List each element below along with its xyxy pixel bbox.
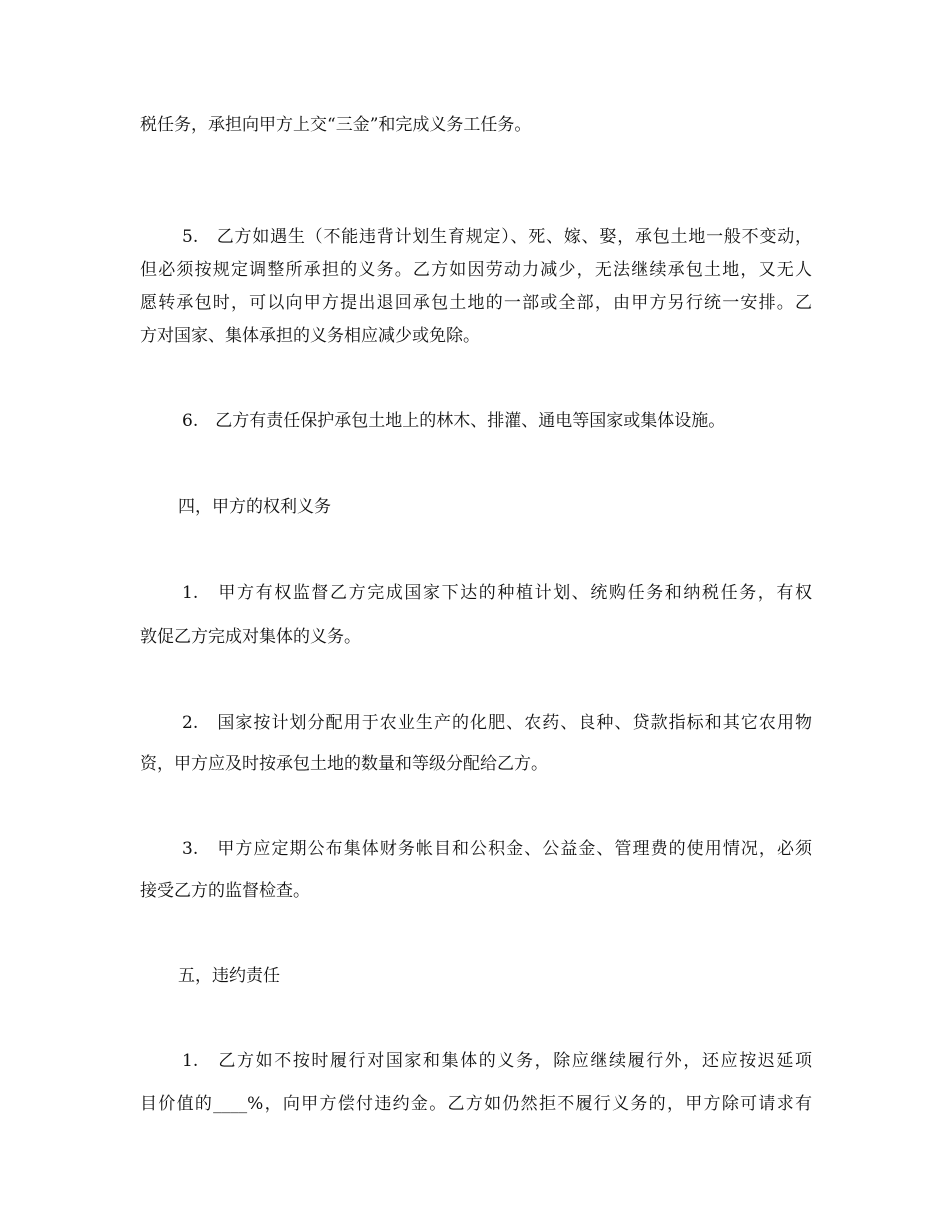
party-a-clause-2-line: 资，甲方应及时按承包土地的数量和等级分配给乙方。 (140, 754, 548, 774)
clause-5-line: 5. 乙方如遇生（不能违背计划生育规定）、死、嫁、娶，承包土地一般不变动， (182, 227, 812, 247)
breach-clause-1-line: 1. 乙方如不按时履行对国家和集体的义务，除应继续履行外，还应按迟延项 (182, 1051, 812, 1071)
party-a-clause-1-line: 敦促乙方完成对集体的义务。 (140, 627, 361, 647)
party-a-clause-3-line: 接受乙方的监督检查。 (140, 881, 310, 901)
clause-6-line: 6. 乙方有责任保护承包土地上的林木、排灌、通电等国家或集体设施。 (182, 411, 726, 431)
clause-5-line: 方对国家、集体承担的义务相应减少或免除。 (140, 326, 480, 346)
party-a-clause-1-line: 1. 甲方有权监督乙方完成国家下达的种植计划、统购任务和纳税任务，有权 (182, 583, 812, 603)
party-a-clause-3-line: 3. 甲方应定期公布集体财务帐目和公积金、公益金、管理费的使用情况，必须 (182, 839, 812, 859)
clause-5-line: 但必须按规定调整所承担的义务。乙方如因劳动力减少，无法继续承包土地，又无人 (140, 260, 812, 280)
breach-clause-1-line: 目价值的____%，向甲方偿付违约金。乙方如仍然拒不履行义务的，甲方除可请求有 (140, 1094, 812, 1114)
clause-5-line: 愿转承包时，可以向甲方提出退回承包土地的一部或全部，由甲方另行统一安排。乙 (140, 293, 812, 313)
section-heading-breach-liability: 五，违约责任 (178, 966, 280, 986)
section-heading-party-a-rights: 四，甲方的权利义务 (178, 497, 331, 517)
paragraph-line: 税任务，承担向甲方上交“三金”和完成义务工任务。 (140, 115, 532, 135)
party-a-clause-2-line: 2. 国家按计划分配用于农业生产的化肥、农药、良种、贷款指标和其它农用物 (182, 713, 812, 733)
